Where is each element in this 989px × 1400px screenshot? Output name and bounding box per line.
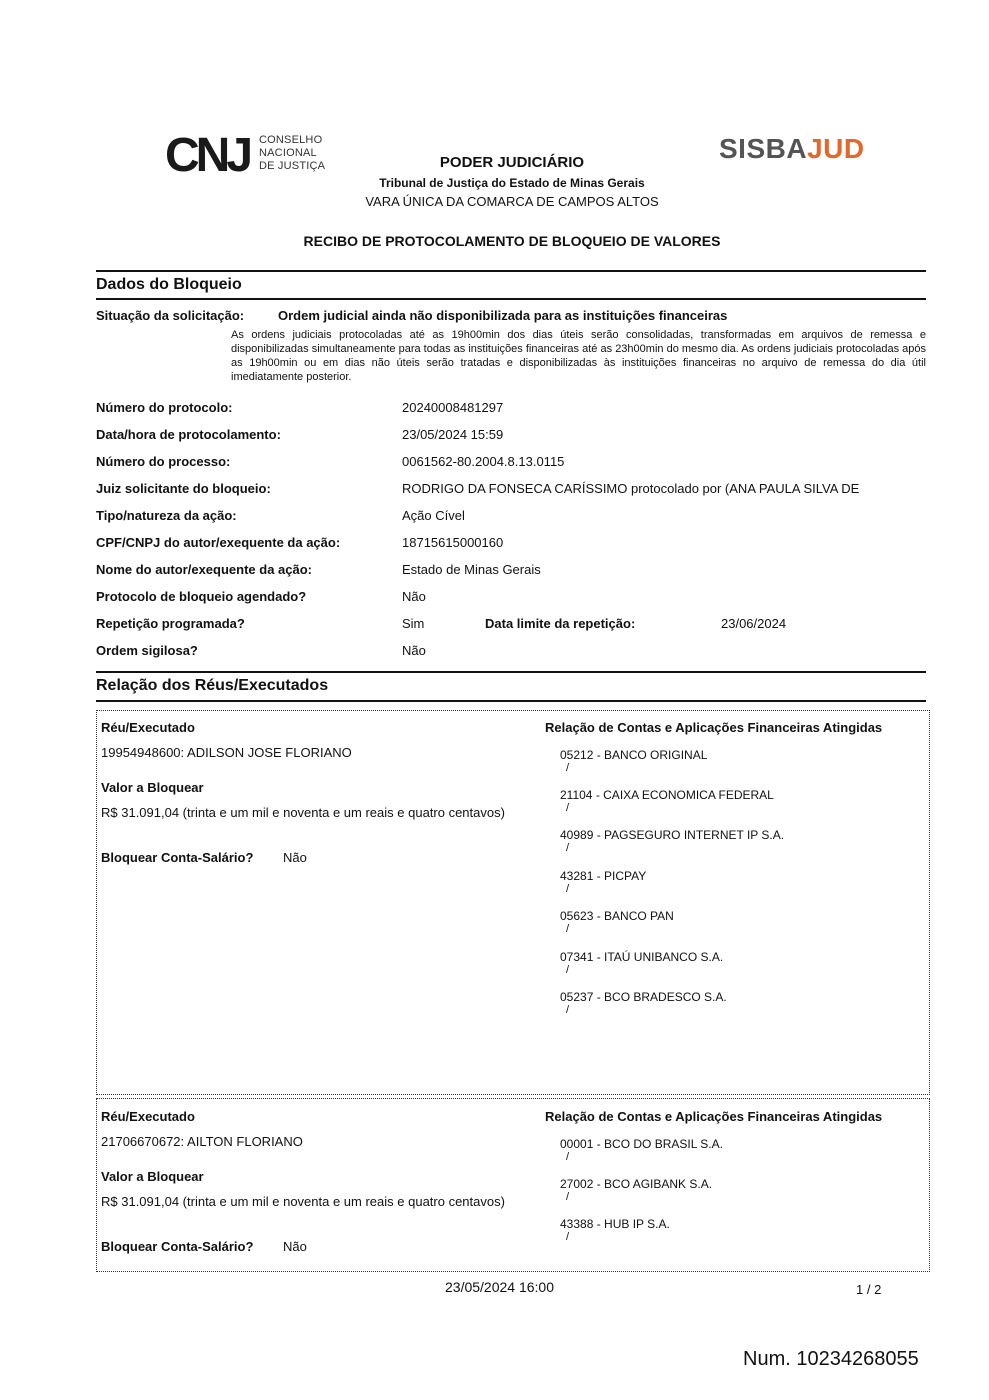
cnj-logo-letters: CNJ: [165, 131, 250, 177]
situacao-value: Ordem judicial ainda não disponibilizada para as instituições financeiras: [278, 308, 728, 323]
reu-card: [96, 710, 930, 1095]
bank-account-slash: /: [566, 1004, 570, 1016]
field-label-repeticao: Repetição programada?: [96, 616, 245, 631]
contas-label: Relação de Contas e Aplicações Financeiras Atingidas: [545, 1109, 883, 1124]
cnj-line-1: CONSELHO: [259, 134, 323, 146]
conta-salario-label: Bloquear Conta-Salário?: [101, 1239, 254, 1254]
bank-account-slash: /: [566, 883, 570, 895]
bank-account-slash: /: [566, 1151, 570, 1163]
bank-account-slash: /: [566, 802, 570, 814]
field-label-cpf-cnpj: CPF/CNPJ do autor/exequente da ação:: [96, 535, 341, 550]
field-value-nome-autor: Estado de Minas Gerais: [402, 562, 541, 577]
document-title: RECIBO DE PROTOCOLAMENTO DE BLOQUEIO DE VALORES: [303, 233, 721, 249]
header-tribunal: Tribunal de Justiça do Estado de Minas Gerais: [379, 176, 645, 190]
sisbajud-logo-part1: SISBA: [719, 133, 808, 164]
field-value-sigilosa: Não: [402, 643, 426, 658]
contas-label: Relação de Contas e Aplicações Financeiras Atingidas: [545, 720, 883, 735]
valor-value: R$ 31.091,04 (trinta e um mil e noventa e um reais e quatro centavos): [101, 805, 505, 820]
reu-label: Réu/Executado: [101, 1109, 195, 1124]
bank-item: 00001 - BCO DO BRASIL S.A.: [560, 1137, 723, 1151]
conta-salario-label: Bloquear Conta-Salário?: [101, 850, 254, 865]
field-label-processo: Número do processo:: [96, 454, 231, 469]
field-label-nome-autor: Nome do autor/exequente da ação:: [96, 562, 312, 577]
reu-name: 19954948600: ADILSON JOSE FLORIANO: [101, 745, 352, 760]
field-value-processo: 0061562-80.2004.8.13.0115: [402, 454, 565, 469]
cnj-line-2: NACIONAL: [259, 147, 317, 159]
footer-date: 23/05/2024 16:00: [445, 1279, 554, 1295]
bank-account-slash: /: [566, 964, 570, 976]
field-label-protocolo: Número do protocolo:: [96, 400, 233, 415]
bank-item: 05237 - BCO BRADESCO S.A.: [560, 990, 727, 1004]
bank-item: 05623 - BANCO PAN: [560, 909, 674, 923]
bank-account-slash: /: [566, 762, 570, 774]
bank-item: 07341 - ITAÚ UNIBANCO S.A.: [560, 950, 724, 964]
valor-label: Valor a Bloquear: [101, 1169, 204, 1184]
header-vara: VARA ÚNICA DA COMARCA DE CAMPOS ALTOS: [365, 194, 659, 209]
field-value-juiz: RODRIGO DA FONSECA CARÍSSIMO protocolado por (ANA PAULA SILVA DE: [402, 481, 860, 496]
field-label-tipo: Tipo/natureza da ação:: [96, 508, 237, 523]
field-label-data-hora: Data/hora de protocolamento:: [96, 427, 281, 442]
bank-account-slash: /: [566, 1231, 570, 1243]
situacao-description: As ordens judiciais protocoladas até as 19h00min dos dias úteis serão consolidadas, transformadas em arquivos de remessa e disponibilizadas simultaneamente para todas as instituições financeiras até as 23h00min do mesmo dia. As ordens judiciais protocoladas após as 19h00min ou em dias não úteis serão tratadas e disponibilizadas às instituições financeiras no arquivo de remessa do dia útil imediatamente posterior.: [231, 329, 926, 383]
field-label-data-limite: Data limite da repetição:: [485, 616, 636, 631]
bank-account-slash: /: [566, 842, 570, 854]
field-label-agendado: Protocolo de bloqueio agendado?: [96, 589, 307, 604]
bank-item: 43281 - PICPAY: [560, 869, 647, 883]
bank-account-slash: /: [566, 1191, 570, 1203]
bank-item: 27002 - BCO AGIBANK S.A.: [560, 1177, 713, 1191]
situacao-label: Situação da solicitação:: [96, 308, 245, 323]
page-indicator: 1 / 2: [856, 1282, 882, 1297]
field-value-agendado: Não: [402, 589, 426, 604]
reu-name: 21706670672: AILTON FLORIANO: [101, 1134, 303, 1149]
valor-label: Valor a Bloquear: [101, 780, 204, 795]
bank-item: 43388 - HUB IP S.A.: [560, 1217, 670, 1231]
field-label-juiz: Juiz solicitante do bloqueio:: [96, 481, 271, 496]
field-value-data-hora: 23/05/2024 15:59: [402, 427, 504, 442]
cnj-line-3: DE JUSTIÇA: [259, 160, 326, 172]
field-label-sigilosa: Ordem sigilosa?: [96, 643, 198, 658]
field-value-protocolo: 20240008481297: [402, 400, 504, 415]
bank-item: 21104 - CAIXA ECONOMICA FEDERAL: [560, 788, 774, 802]
field-value-repeticao: Sim: [402, 616, 425, 631]
field-value-data-limite: 23/06/2024: [721, 616, 787, 631]
sisbajud-logo-part2: JUD: [807, 133, 865, 164]
field-value-cpf-cnpj: 18715615000160: [402, 535, 504, 550]
bank-item: 40989 - PAGSEGURO INTERNET IP S.A.: [560, 828, 785, 842]
bank-account-slash: /: [566, 923, 570, 935]
section-dados-do-bloqueio: Dados do Bloqueio: [96, 270, 926, 300]
document-number: Num. 10234268055: [743, 1348, 919, 1370]
section-relacao-reus: Relação dos Réus/Executados: [96, 671, 926, 702]
conta-salario-value: Não: [283, 850, 307, 865]
header-title: PODER JUDICIÁRIO: [439, 154, 585, 171]
reu-label: Réu/Executado: [101, 720, 195, 735]
conta-salario-value: Não: [283, 1239, 307, 1254]
valor-value: R$ 31.091,04 (trinta e um mil e noventa e um reais e quatro centavos): [101, 1194, 505, 1209]
field-value-tipo: Ação Cível: [402, 508, 465, 523]
bank-item: 05212 - BANCO ORIGINAL: [560, 748, 708, 762]
